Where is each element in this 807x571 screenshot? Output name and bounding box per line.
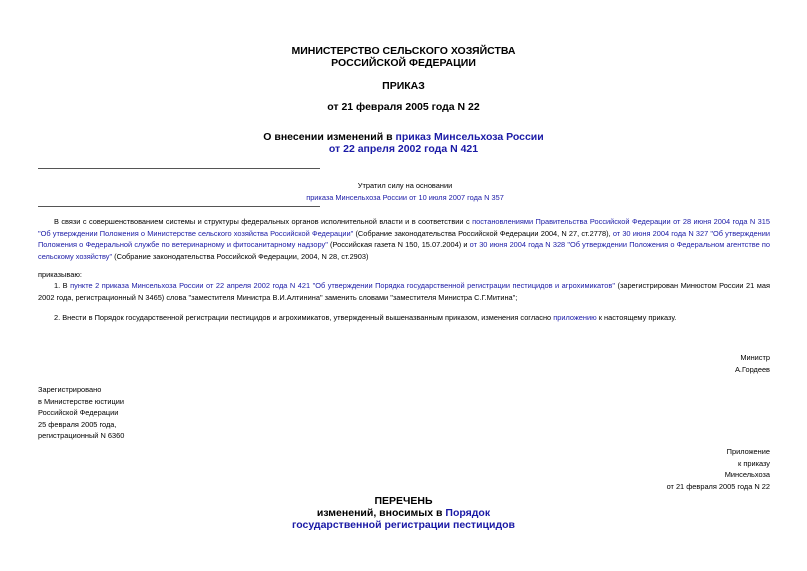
ministry-line-2: РОССИЙСКОЙ ФЕДЕРАЦИИ (331, 57, 476, 69)
preamble-text-4: (Собрание законодательства Российской Федерации, 2004, N 28, ст.2903) (112, 251, 369, 261)
status-link[interactable]: приказа Минсельхоза России от 10 июля 2007 года N 357 (306, 192, 504, 202)
order-word: приказываю: (38, 270, 82, 279)
preamble-text-3: (Российская газета N 150, 15.07.2004) и (327, 240, 470, 249)
appendix-block (570, 446, 770, 492)
preamble-link-327[interactable]: от 30 июня 2004 года N 327 "Об утверждении Положения о Федеральной службе по ветеринарному и фитосанитарному надзору" (38, 228, 770, 249)
preamble-text-1: В связи с совершенствованием системы и структуры федеральных органов исполнительной власти и в соответствии с (54, 217, 473, 226)
status-note (300, 180, 510, 203)
signature-block (600, 352, 770, 375)
item-2 (38, 312, 770, 324)
appendix-line: к приказу (738, 458, 770, 468)
signature-position: Министр (740, 353, 770, 362)
doc-date: от 21 февраля 2005 года N 22 (327, 101, 480, 113)
appendix-line: Минсельхоза (724, 470, 770, 479)
title-link-order[interactable]: приказ Минсельхоза России (395, 131, 544, 143)
item1-text-1: 1. В (54, 281, 71, 290)
registration-line: Российской Федерации (38, 408, 119, 417)
appendix-line: от 21 февраля 2005 года N 22 (666, 481, 770, 491)
divider-top (38, 168, 320, 169)
list-title-prefix: изменений, вносимых в (316, 507, 446, 519)
appendix-line: Приложение (726, 447, 770, 456)
divider-bottom (38, 206, 320, 207)
doc-type: ПРИКАЗ (382, 80, 425, 92)
list-title: ПЕРЕЧЕНЬ (374, 495, 433, 507)
item2-link-appendix[interactable]: приложению (553, 313, 597, 322)
title-prefix: О внесении изменений в (263, 131, 396, 143)
preamble-text-2: (Собрание законодательства Российской Федерации 2004, N 27, ст.2778), (353, 228, 613, 238)
registration-line: в Министерстве юстиции (38, 396, 125, 406)
list-title-link-order[interactable]: Порядок (445, 507, 491, 519)
item1-text-2: (зарегистрирован Минюстом России 21 мая 2002 года, регистрационный N 3465) слова "заместителя Министра В.И.Алтинина" заменить словами "заместителя Министра С.Г.Митина"; (38, 281, 770, 302)
registration-line: Зарегистрировано (38, 385, 102, 394)
ministry-header (0, 45, 807, 69)
preamble-link-328[interactable]: от 30 июня 2004 года N 328 "Об утверждении Положения о Федеральном агентстве по сельскому хозяйству" (38, 240, 770, 261)
item-1 (38, 280, 770, 303)
preamble-link-315[interactable]: постановлениями Правительства Российской Федерации от 28 июня 2004 года N 315 "Об утверждении Положения о Министерстве сельского хозяйства Российской Федерации" (38, 217, 770, 238)
preamble-paragraph (38, 216, 770, 262)
item1-link-order[interactable]: пункте 2 приказа Минсельхоза России от 22 апреля 2002 года N 421 "Об утверждении Порядка государственной регистрации пестицидов и агрохимикатов" (70, 281, 615, 290)
registration-line: 25 февраля 2005 года, (38, 419, 117, 429)
registration-block (38, 384, 238, 442)
list-title-link-registration[interactable]: государственной регистрации пестицидов (292, 519, 515, 531)
item2-text-2: к настоящему приказу. (596, 313, 677, 322)
registration-line: регистрационный N 6360 (38, 431, 125, 440)
signature-name: А.Гордеев (734, 364, 770, 374)
item2-text-1: 2. Внести в Порядок государственной регистрации пестицидов и агрохимикатов, утвержденный вышеназванным приказом, изменения согласно (54, 313, 554, 322)
list-title-block (0, 495, 807, 531)
doc-title (0, 131, 807, 155)
title-link-date[interactable]: от 22 апреля 2002 года N 421 (328, 143, 479, 155)
status-line: Утратил силу на основании (357, 181, 453, 190)
ministry-line-1: МИНИСТЕРСТВО СЕЛЬСКОГО ХОЗЯЙСТВА (291, 45, 516, 57)
